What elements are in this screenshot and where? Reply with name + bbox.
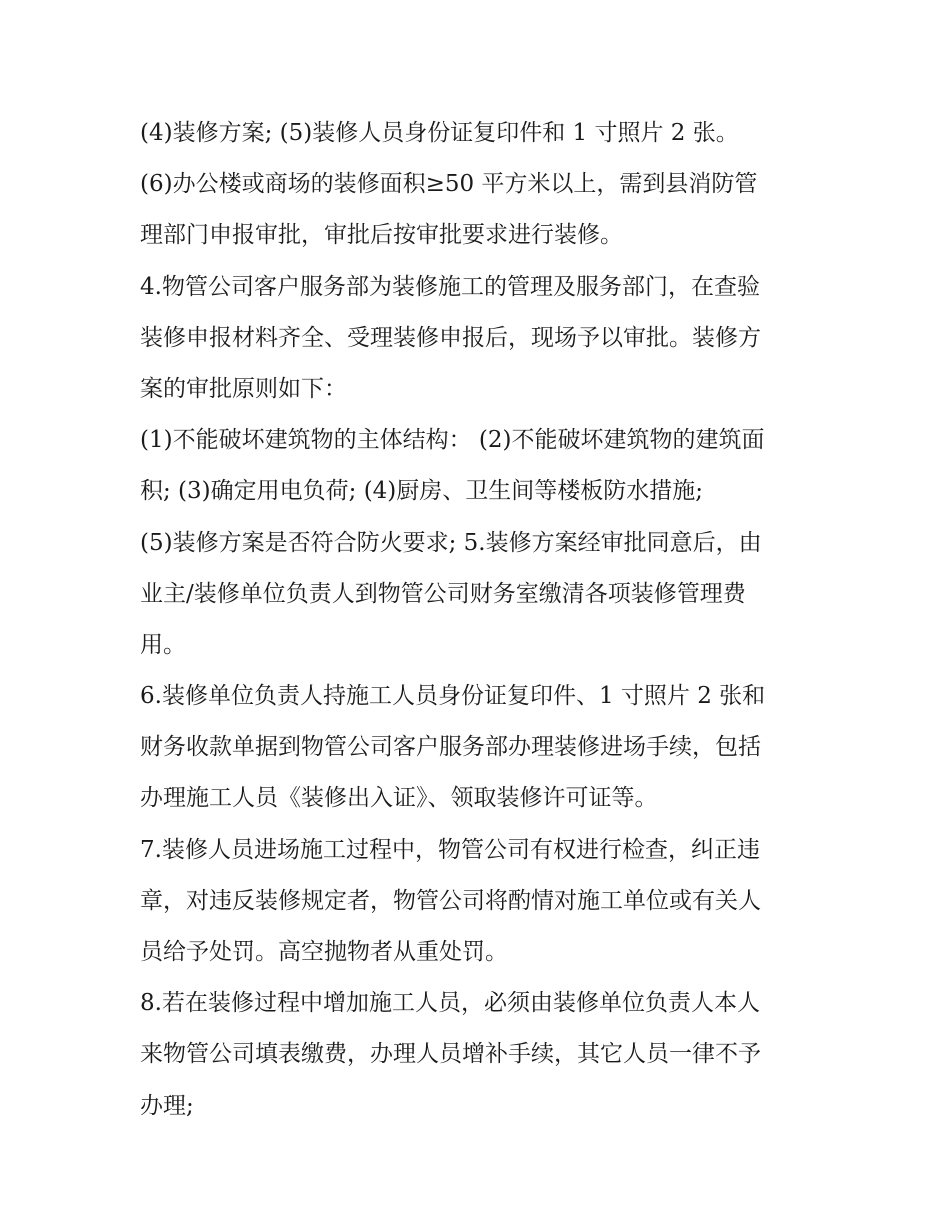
text-line: 8.若在装修过程中增加施工人员，必须由装修单位负责人本人 [140, 990, 760, 1017]
text-line: 6.装修单位负责人持施工人员身份证复印件、1 寸照片 2 张和 [140, 683, 766, 710]
text-line: 案的审批原则如下： [140, 375, 347, 402]
text-line: 装修申报材料齐全、受理装修申报后，现场予以审批。装修方 [140, 324, 761, 351]
text-line: 来物管公司填表缴费，办理人员增补手续，其它人员一律不予 [140, 1041, 761, 1068]
document-body [140, 108, 820, 1132]
text-line: 业主/装修单位负责人到物管公司财务室缴清各项装修管理费 [140, 580, 746, 607]
text-line: (4)装修方案; (5)装修人员身份证复印件和 1 寸照片 2 张。 [140, 120, 739, 146]
text-line: 员给予处罚。高空抛物者从重处罚。 [140, 939, 508, 965]
text-line: (1)不能破坏建筑物的主体结构： (2)不能破坏建筑物的建筑面 [140, 427, 765, 454]
text-line: 理部门申报审批，审批后按审批要求进行装修。 [140, 222, 623, 249]
text-line: (5)装修方案是否符合防火要求; 5.装修方案经审批同意后，由 [140, 529, 762, 556]
text-line: 财务收款单据到物管公司客户服务部办理装修进场手续，包括 [140, 734, 761, 761]
text-line: 4.物管公司客户服务部为装修施工的管理及服务部门，在查验 [140, 273, 760, 300]
text-line: 用。 [140, 631, 186, 658]
text-line: 办理施工人员《装修出入证》、领取装修许可证等。 [140, 785, 658, 812]
text-line: 办理; [140, 1092, 194, 1119]
text-line: 积; (3)确定用电负荷; (4)厨房、卫生间等楼板防水措施; [140, 478, 704, 505]
text-line: 章，对违反装修规定者，物管公司将酌情对施工单位或有关人 [140, 887, 761, 914]
text-line: 7.装修人员进场施工过程中，物管公司有权进行检查，纠正违 [140, 836, 760, 863]
text-line: (6)办公楼或商场的装修面积≥50 平方米以上，需到县消防管 [140, 171, 758, 198]
